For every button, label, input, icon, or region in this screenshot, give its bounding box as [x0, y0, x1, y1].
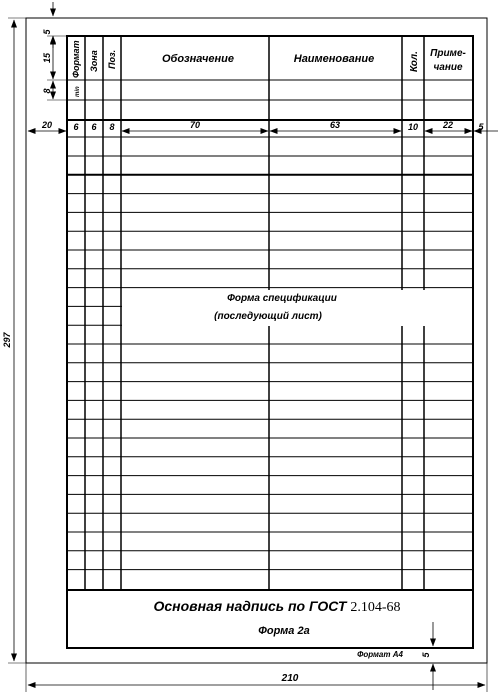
header-name: Наименование: [293, 53, 375, 65]
dim-bottom-offset: 5: [421, 652, 431, 658]
header-note-line1: Приме-: [430, 48, 466, 59]
header-format: Формат: [71, 40, 81, 78]
dim-col-designation: 70: [189, 120, 201, 130]
header-note-line2: чание: [433, 62, 463, 73]
dim-col-qty: 10: [407, 122, 419, 132]
dim-col-name: 63: [329, 120, 341, 130]
header-pos: Поз.: [107, 49, 117, 69]
format-label: Формат А4: [357, 650, 403, 659]
stamp-form: Форма 2а: [258, 625, 310, 637]
header-zone: Зона: [89, 50, 99, 72]
dim-col-note: 22: [442, 120, 454, 130]
dim-sheet-height: 297: [2, 332, 12, 348]
sheet-border: [26, 18, 487, 663]
dim-col-pos: 8: [109, 122, 115, 132]
dim-col-format: 6: [73, 122, 79, 132]
dim-left-margin: 20: [41, 120, 53, 130]
dim-right-margin: 5: [478, 122, 484, 132]
dim-col-zone: 6: [91, 122, 97, 132]
dim-top-offset: 5: [42, 29, 52, 35]
form-subtitle: (последующий лист): [214, 311, 322, 322]
dim-header-height: 15: [42, 52, 52, 64]
header-height-dimensions: [47, 2, 67, 100]
table-rows: [67, 156, 473, 570]
header-min-label: min: [75, 86, 81, 97]
header-designation: Обозначение: [161, 53, 235, 65]
header-qty: Кол.: [409, 51, 420, 72]
sheet-width-dimension: [26, 663, 487, 692]
form-title: Форма спецификации: [227, 293, 337, 304]
stamp-title: Основная надпись по ГОСТ 2.104-68: [153, 598, 401, 615]
dim-sheet-width: 210: [281, 673, 299, 684]
dim-row-height: 8: [42, 88, 52, 94]
